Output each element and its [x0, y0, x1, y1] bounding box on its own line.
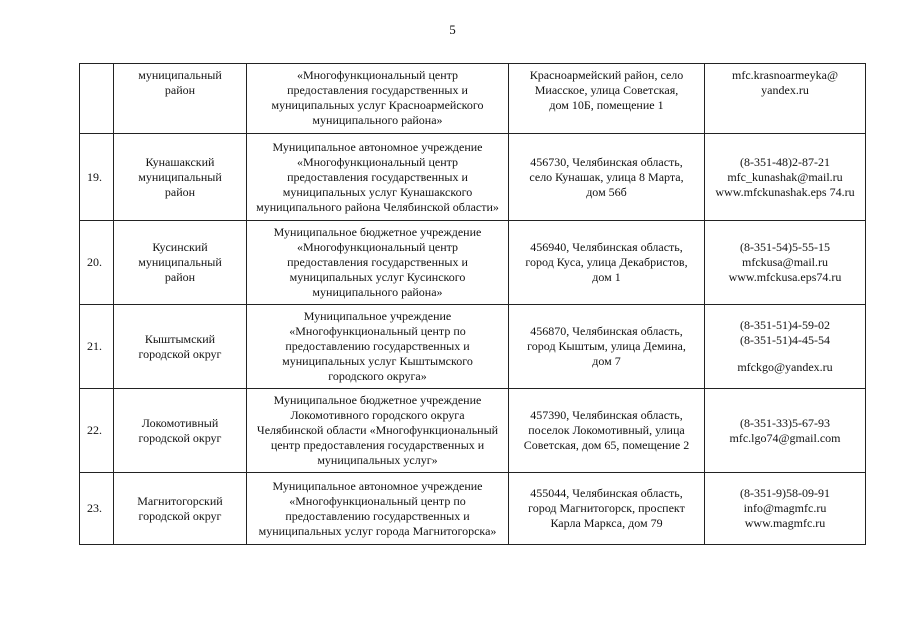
organization-line: муниципальных услуг Кыштымского	[282, 354, 473, 368]
organization-line: Муниципальное учреждение	[303, 309, 452, 323]
district-cell	[114, 64, 247, 134]
district-line: городской округ	[138, 508, 222, 523]
district-line: Кусинский	[152, 240, 208, 254]
contacts-line: info@magmfc.ru	[743, 501, 827, 515]
organization-cell	[247, 134, 509, 221]
district-line: район	[164, 184, 196, 199]
organization-line: Локомотивного городского округа	[290, 408, 465, 422]
organization-line: муниципальных услуг Кунашакского	[282, 184, 473, 199]
row-number-cell: 23.	[80, 473, 114, 545]
address-line: Советская, дом 65, помещение 2	[523, 438, 690, 452]
address-line: поселок Локомотивный, улица	[528, 423, 685, 437]
organization-line: «Многофункциональный центр	[296, 240, 459, 254]
district-line: муниципальный	[138, 169, 222, 184]
address-cell	[509, 389, 705, 473]
address-cell	[509, 134, 705, 221]
contacts-line: mfckgo@yandex.ru	[737, 360, 833, 374]
contacts-line: mfc.krasnoarmeyka@	[731, 68, 838, 82]
organization-line: центр предоставления государственных и	[270, 438, 485, 452]
district-line: Магнитогорский	[137, 493, 223, 508]
address-line: дом 10Б, помещение 1	[549, 98, 664, 112]
address-line: 456940, Челябинская область,	[530, 240, 683, 254]
row-number-cell: 21.	[80, 305, 114, 389]
organization-line: муниципальных услуг»	[317, 453, 438, 467]
address-line: 456870, Челябинская область,	[530, 324, 683, 338]
address-line: Красноармейский район, село	[529, 68, 684, 82]
address-cell	[509, 221, 705, 305]
contacts-line: www.mfckunashak.eps 74.ru	[715, 184, 855, 199]
organization-line: муниципального района»	[312, 113, 443, 127]
mfc-registry-table	[79, 63, 866, 545]
row-number-cell	[80, 64, 114, 134]
organization-line: муниципального района Челябинской области»	[256, 199, 499, 214]
district-line: муниципальный	[138, 255, 222, 269]
table-row	[80, 305, 866, 389]
address-line: 455044, Челябинская область,	[530, 486, 683, 500]
row-number-cell: 19.	[80, 134, 114, 221]
organization-cell	[247, 473, 509, 545]
organization-cell	[247, 64, 509, 134]
organization-line: предоставления государственных и	[287, 83, 468, 97]
district-line: муниципальный	[138, 68, 222, 82]
organization-line: Челябинской области «Многофункциональный	[256, 423, 499, 437]
organization-line: Муниципальное бюджетное учреждение	[273, 225, 482, 239]
address-line: 456730, Челябинская область,	[530, 154, 683, 169]
address-cell	[509, 473, 705, 545]
address-line: город Кыштым, улица Демина,	[527, 339, 686, 353]
organization-cell	[247, 221, 509, 305]
organization-line: «Многофункциональный центр	[296, 154, 459, 169]
row-number-cell: 22.	[80, 389, 114, 473]
organization-line: Муниципальное бюджетное учреждение	[273, 393, 482, 407]
contacts-line: (8-351-51)4-59-02	[740, 318, 830, 332]
address-line: дом 1	[592, 270, 621, 284]
table-row	[80, 389, 866, 473]
contacts-line: (8-351-9)58-09-91	[740, 486, 830, 500]
contacts-cell	[705, 389, 866, 473]
contacts-line: www.magmfc.ru	[744, 516, 826, 530]
contacts-line: (8-351-54)5-55-15	[740, 240, 830, 254]
district-line: Локомотивный	[141, 415, 219, 430]
contacts-line: (8-351-33)5-67-93	[740, 415, 830, 430]
address-line: Карла Маркса, дом 79	[550, 516, 663, 530]
contacts-line: (8-351-48)2-87-21	[740, 154, 830, 169]
contacts-line: mfc.lgo74@gmail.com	[729, 430, 841, 445]
district-line: район	[164, 270, 196, 284]
row-number-cell: 20.	[80, 221, 114, 305]
contacts-cell	[705, 134, 866, 221]
organization-line: муниципального района»	[312, 285, 443, 299]
district-line: район	[164, 83, 196, 97]
district-line: городской округ	[138, 430, 222, 445]
district-line: Кунашакский	[145, 154, 215, 169]
address-line: город Магнитогорск, проспект	[528, 501, 685, 515]
organization-line: предоставлению государственных и	[285, 339, 470, 353]
organization-line: предоставления государственных и	[287, 169, 468, 184]
table-body	[80, 64, 866, 545]
address-cell	[509, 305, 705, 389]
address-line: 457390, Челябинская область,	[530, 408, 683, 422]
organization-line: городского округа»	[328, 369, 427, 383]
organization-cell	[247, 389, 509, 473]
table-row	[80, 64, 866, 134]
address-line: дом 56б	[586, 184, 627, 199]
district-line: Кыштымский	[144, 331, 216, 346]
table-row	[80, 473, 866, 545]
organization-line: муниципальных услуг Красноармейского	[271, 98, 484, 112]
contacts-cell	[705, 64, 866, 134]
organization-line: предоставления государственных и	[287, 255, 468, 269]
organization-line: «Многофункциональный центр	[296, 68, 459, 82]
table-row	[80, 134, 866, 221]
organization-line: Муниципальное автономное учреждение	[272, 478, 483, 493]
contacts-cell	[705, 305, 866, 389]
organization-line: муниципальных услуг Кусинского	[289, 270, 466, 284]
district-cell	[114, 473, 247, 545]
contacts-cell	[705, 473, 866, 545]
organization-line: предоставлению государственных и	[285, 508, 470, 523]
address-line: город Куса, улица Декабристов,	[525, 255, 688, 269]
contacts-line: mfc_kunashak@mail.ru	[727, 169, 843, 184]
organization-line: «Многофункциональный центр по	[289, 324, 466, 338]
district-cell	[114, 221, 247, 305]
district-cell	[114, 389, 247, 473]
contacts-line: (8-351-51)4-45-54	[740, 333, 830, 347]
address-line: Миасское, улица Советская,	[534, 83, 679, 97]
organization-line: муниципальных услуг города Магнитогорска»	[258, 523, 497, 538]
district-cell	[114, 134, 247, 221]
address-cell	[509, 64, 705, 134]
address-line: село Кунашак, улица 8 Марта,	[529, 169, 684, 184]
address-line: дом 7	[592, 354, 621, 368]
page-number: 5	[449, 22, 456, 37]
district-cell	[114, 305, 247, 389]
contacts-line: yandex.ru	[761, 83, 809, 97]
spacer	[708, 348, 862, 360]
contacts-line: www.mfckusa.eps74.ru	[728, 270, 842, 284]
contacts-line: mfckusa@mail.ru	[741, 255, 829, 269]
table-row	[80, 221, 866, 305]
organization-line: «Многофункциональный центр по	[289, 493, 466, 508]
district-line: городской округ	[138, 346, 222, 361]
organization-cell	[247, 305, 509, 389]
contacts-cell	[705, 221, 866, 305]
organization-line: Муниципальное автономное учреждение	[272, 139, 483, 154]
